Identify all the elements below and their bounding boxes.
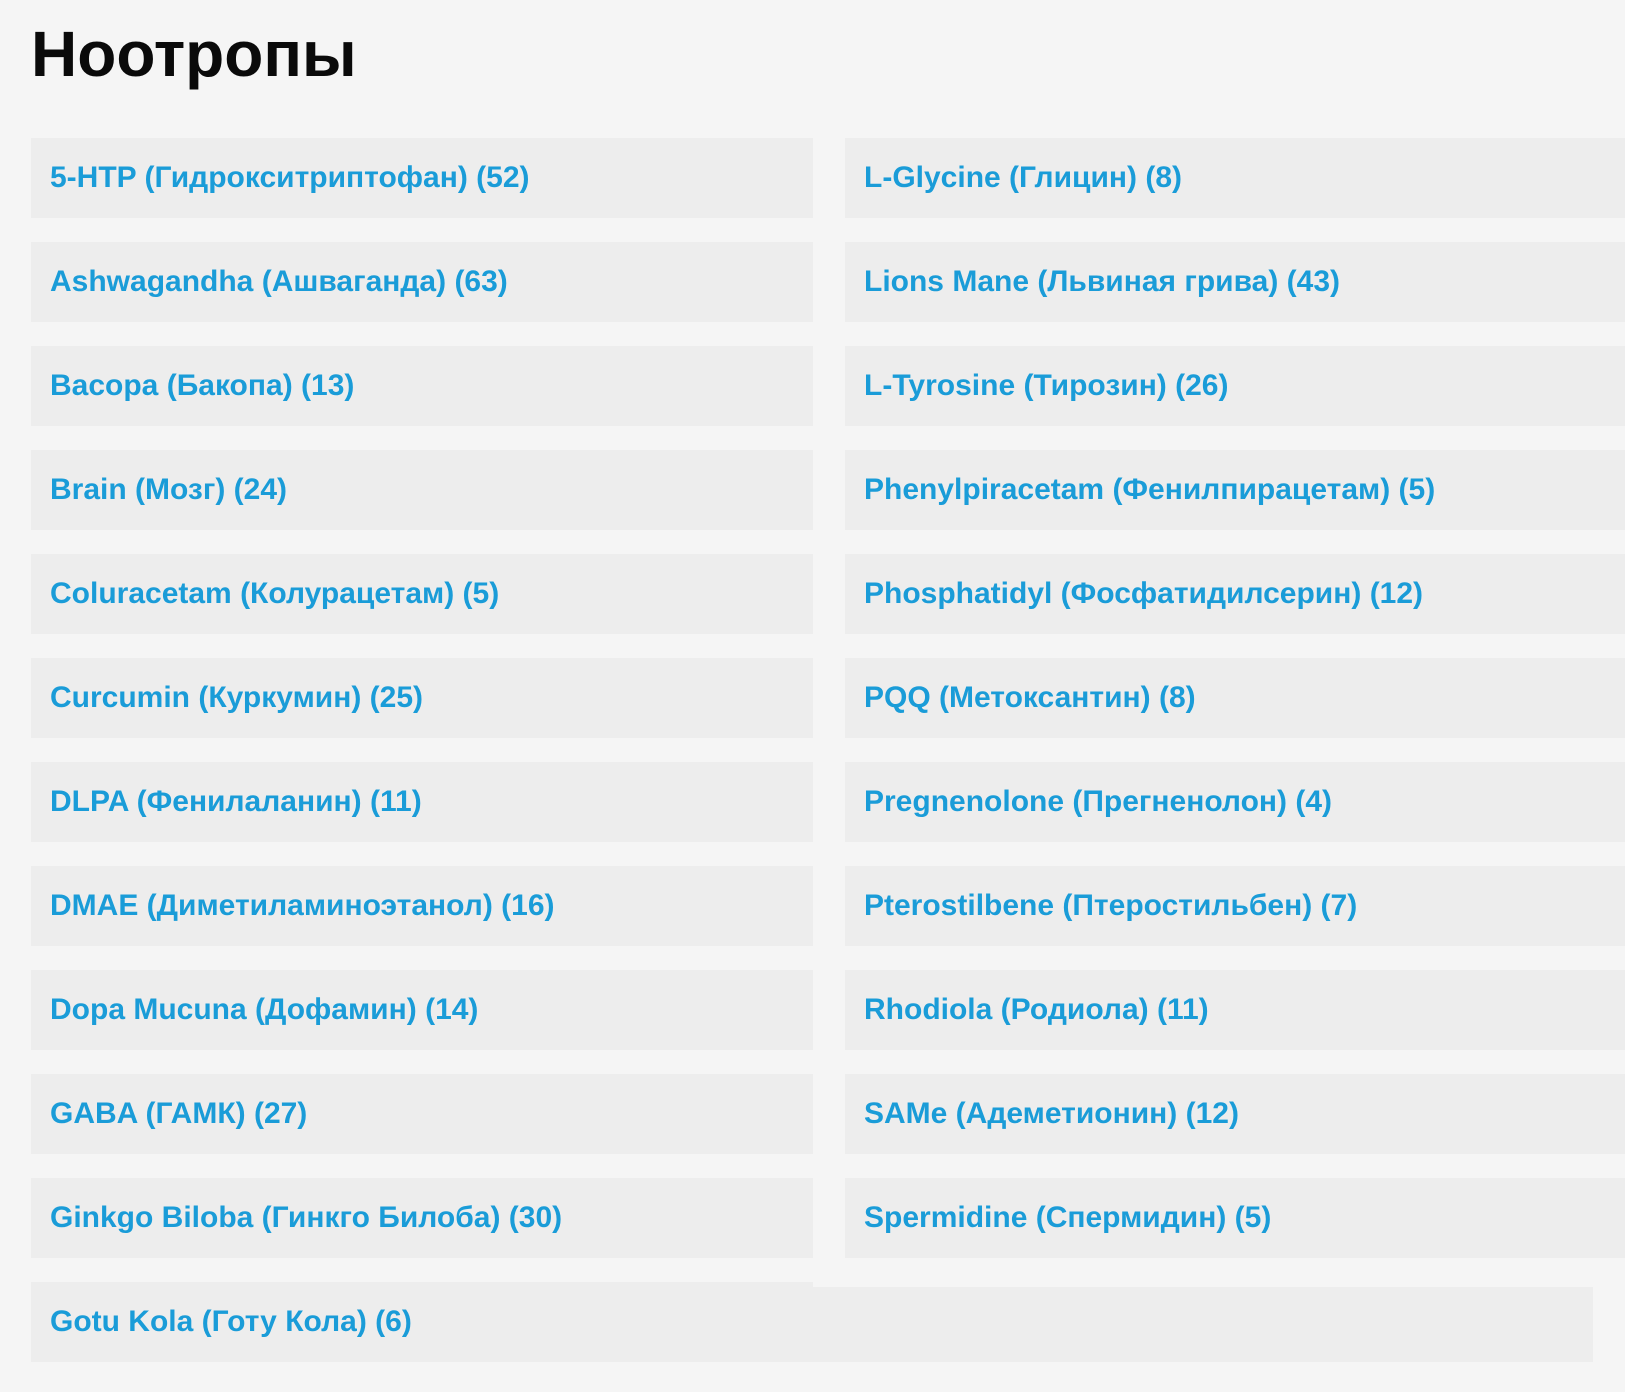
category-row	[31, 970, 1625, 1050]
category-item	[31, 450, 813, 530]
category-link[interactable]: Pregnenolone (Прегненолон) (4)	[864, 785, 1333, 818]
empty-list-item	[813, 1287, 1593, 1362]
category-item	[845, 866, 1625, 946]
category-link[interactable]: Phosphatidyl (Фосфатидилсерин) (12)	[864, 577, 1424, 610]
category-link[interactable]: Coluracetam (Колурацетам) (5)	[50, 577, 500, 610]
category-link[interactable]: DMAE (Диметиламиноэтанол) (16)	[50, 889, 555, 922]
category-item	[31, 138, 813, 218]
category-row	[31, 346, 1625, 426]
category-item	[845, 1074, 1625, 1154]
category-row	[31, 242, 1625, 322]
category-item	[31, 1282, 813, 1362]
category-link[interactable]: Dopa Mucuna (Дофамин) (14)	[50, 993, 479, 1026]
category-row	[31, 138, 1625, 218]
category-link[interactable]: SAMe (Адеметионин) (12)	[864, 1097, 1239, 1130]
category-row	[31, 762, 1625, 842]
category-link[interactable]: Pterostilbene (Птеростильбен) (7)	[864, 889, 1358, 922]
category-item	[31, 658, 813, 738]
category-item	[31, 242, 813, 322]
category-link[interactable]: L-Glycine (Глицин) (8)	[864, 161, 1183, 194]
category-link[interactable]: Rhodiola (Родиола) (11)	[864, 993, 1209, 1026]
category-link[interactable]: 5-HTP (Гидрокситриптофан) (52)	[50, 161, 530, 194]
page-title: Ноотропы	[31, 18, 357, 90]
category-item	[845, 346, 1625, 426]
category-link[interactable]: Gotu Kola (Готу Кола) (6)	[50, 1305, 412, 1338]
category-link[interactable]: Ginkgo Biloba (Гинкго Билоба) (30)	[50, 1201, 563, 1234]
category-item	[845, 970, 1625, 1050]
category-link[interactable]: DLPA (Фенилаланин) (11)	[50, 785, 422, 818]
category-link[interactable]: Brain (Мозг) (24)	[50, 473, 288, 506]
category-row	[31, 1074, 1625, 1154]
category-item	[845, 450, 1625, 530]
category-item	[31, 554, 813, 634]
category-link[interactable]: Curcumin (Куркумин) (25)	[50, 681, 423, 714]
category-link[interactable]: Spermidine (Спермидин) (5)	[864, 1201, 1272, 1234]
category-list	[31, 138, 1625, 1362]
category-link[interactable]: Lions Mane (Львиная грива) (43)	[864, 265, 1341, 298]
category-item	[31, 1074, 813, 1154]
category-link[interactable]: GABA (ГАМК) (27)	[50, 1097, 308, 1130]
category-item	[845, 554, 1625, 634]
category-page	[0, 18, 1625, 1362]
category-item	[845, 1178, 1625, 1258]
category-item	[31, 1178, 813, 1258]
category-item	[845, 762, 1625, 842]
category-item	[31, 346, 813, 426]
category-link[interactable]: Phenylpiracetam (Фенилпирацетам) (5)	[864, 473, 1436, 506]
category-item	[31, 762, 813, 842]
category-row	[31, 554, 1625, 634]
category-item	[31, 866, 813, 946]
category-row	[31, 1178, 1625, 1258]
category-link[interactable]: PQQ (Метоксантин) (8)	[864, 681, 1196, 714]
category-row	[31, 1282, 1625, 1362]
category-link[interactable]: L-Tyrosine (Тирозин) (26)	[864, 369, 1229, 402]
category-row	[31, 658, 1625, 738]
category-row	[31, 866, 1625, 946]
category-item	[845, 242, 1625, 322]
category-row	[31, 450, 1625, 530]
category-item	[845, 658, 1625, 738]
category-link[interactable]: Ashwagandha (Ашваганда) (63)	[50, 265, 508, 298]
category-link[interactable]: Bacopa (Бакопа) (13)	[50, 369, 355, 402]
category-item	[845, 138, 1625, 218]
category-item	[31, 970, 813, 1050]
